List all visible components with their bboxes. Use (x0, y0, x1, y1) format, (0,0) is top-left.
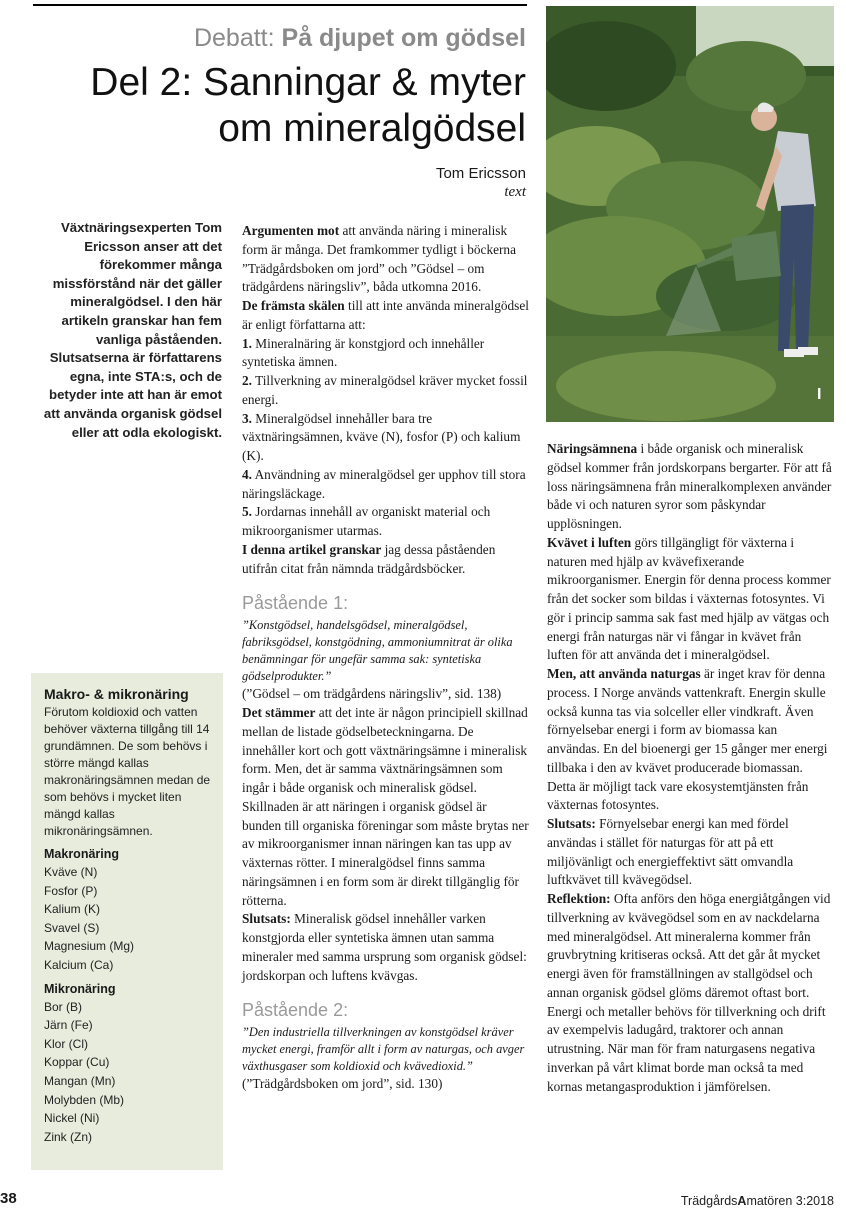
macro-list (44, 863, 213, 975)
paragraph-text: till att inte använda mineralgödsel är enligt författarna att: (242, 298, 529, 332)
claim-1-heading: Påstående 1: (242, 593, 349, 614)
paragraph (547, 665, 833, 815)
magazine-issue: matören 3:2018 (746, 1194, 834, 1208)
paragraph-text: Mineralisk gödsel innehåller varken konstgjorda eller syntetiska ämnen utan samma mineraler med samma ursprung som organisk gödsel: jordskorpan och luftens kvävgas. (242, 911, 527, 983)
list-item: Molybden (Mb) (44, 1092, 125, 1107)
article-column-right (547, 440, 833, 1096)
paragraph-lead: Men, att använda naturgas (547, 666, 701, 681)
paragraph-lead: Slutsats: (547, 816, 596, 831)
paragraph (242, 222, 529, 297)
magazine-footer (681, 1194, 834, 1208)
person-shoe (798, 347, 818, 355)
paragraph-lead: Kvävet i luften (547, 534, 632, 550)
reason-number: 3. (242, 410, 252, 426)
reason-number: 5. (242, 504, 252, 520)
claim-2-quote: ”Den industriella tillverkningen av konstgödsel kräver mycket energi, framför allt i form av naturgas, och avger växthusgaser som koldioxid och kvävedioxid.” (242, 1025, 525, 1074)
garden-photo (546, 6, 834, 422)
paragraph-lead: Slutsats: (242, 911, 291, 927)
list-item: Kalium (K) (44, 902, 101, 917)
article-column-middle (242, 222, 529, 1094)
paragraph-text: görs tillgängligt för växterna i naturen med hjälp av kvävefixerande mikroorganismer. Energin för denna process kommer från det socker som bildas i växternas fotosyntes. Vi gör i princip samma sak fast med hjälp av vätgas och energi från naturgas när vi fångar in kvävet från luften för att använda det i mineralgödsel. (547, 534, 831, 663)
photo-credit: I (817, 386, 822, 403)
reason-item (242, 410, 529, 466)
kicker-topic: På djupet om gödsel (281, 24, 526, 52)
macro-heading: Makronäring (44, 847, 120, 861)
list-item: Magnesium (Mg) (44, 939, 135, 954)
paragraph-lead: Reflektion: (547, 891, 611, 906)
author-name: Tom Ericsson (435, 165, 526, 182)
claim-2-source: (”Trädgårdsboken om jord”, sid. 130) (242, 1076, 443, 1092)
reason-item (242, 372, 529, 410)
watering-can (731, 231, 781, 281)
list-item: Mangan (Mn) (44, 1073, 116, 1088)
paragraph-text: Ofta anförs den höga energiåtgången vid tillverkning av kvävegödsel som en av nackdelarna med mineralgödsel. Att mineralerna kommer från gruvbrytning kritiseras också. Att det går åt mycket energi även för framställningen av stallgödsel och annan organisk gödsel glöms däremot oftast bort. Energi och metaller behövs för tillverkning och drift av exempelvis ladugård, traktorer och annan utrustning. När man för fram naturgasens negativa inverkan på vårt klimat borde man också ta med kornas metangasproduktion i jämförelsen. (547, 891, 831, 1094)
reason-text: Jordarnas innehåll av organiskt material och mikroorganismer utarmas. (242, 504, 491, 538)
page-number: 38 (0, 1190, 17, 1207)
paragraph-lead: Näringsämnena (547, 441, 638, 456)
claim-1-quote: ”Konstgödsel, handelsgödsel, mineralgödsel, fabriksgödsel, konstgödning, ammoniumnitrat är olika benämningar för ungefär samma sak: syntetiska gödselprodukter.” (242, 618, 513, 684)
list-item: Fosfor (P) (44, 883, 98, 898)
factbox-title: Makro- & mikronäring (44, 686, 189, 702)
reason-text: Mineralnäring är konstgjord och innehåller syntetiska ämnen. (242, 335, 485, 370)
micro-heading: Mikronäring (44, 981, 116, 996)
title-line-1: Del 2: Sanningar & myter (90, 61, 526, 104)
paragraph-text: jag dessa påståenden utifrån citat från nämnda trädgårdsböcker. (242, 541, 496, 576)
factbox-text: Förutom koldioxid och vatten behöver växterna tillgång till 14 grundämnen. De som behövs i större mängd kallas makronäringsämnen medan de som behövs i mycket liten mängd kallas mikronäringsämnen. (44, 705, 211, 838)
paragraph (547, 815, 833, 890)
claim-2-heading: Påstående 2: (242, 1000, 349, 1021)
tree (686, 41, 806, 111)
paragraph (242, 704, 529, 910)
paragraph-lead: Argumenten mot (242, 223, 340, 238)
paragraph (547, 440, 833, 534)
reason-item (242, 466, 529, 504)
reason-number: 2. (242, 373, 252, 388)
list-item: Svavel (S) (44, 920, 100, 935)
paragraph (242, 297, 529, 335)
reason-text: Användning av mineralgödsel ger upphov till stora näringsläckage. (242, 466, 526, 501)
claim-1-source: (”Gödsel – om trädgårdens näringsliv”, sid. 138) (242, 686, 502, 702)
reason-item (242, 335, 529, 373)
paragraph (547, 534, 833, 665)
paragraph-lead: Det stämmer (242, 705, 316, 720)
lawn-patch (556, 351, 776, 421)
paragraph-text: är inget krav för denna process. I Norge används vattenkraft. Energin skulle också kunna tas via solceller eller vindkraft. Även förnyelsebar energi i form av biomassa kan användas. En del bioenergi ger 15 gånger mer energi tillbaka i den av kvävet producerade biomassan. Detta är möjligt tack vare ekosystemtjänsten från växternas fotosyntes. (547, 666, 828, 813)
intro-lead: Växtnäringsexperten Tom Ericsson anser att det förekommer många missförstånd när det gäller mineralgödsel. I den här artikeln granskar han fem vanliga påståenden. Slutsatserna är författarens egna, inte STA:s, och de betyder inte att han är emot att använda organisk gödsel eller att odla ekologiskt. (43, 220, 222, 440)
paragraph (547, 890, 833, 1096)
title-line-2: om mineralgödsel (218, 107, 526, 150)
reason-text: Mineralgödsel innehåller bara tre växtnäringsämnen, kväve (N), fosfor (P) och kalium (K). (242, 410, 521, 463)
garden-illustration (546, 6, 834, 422)
list-item: Klor (Cl) (44, 1036, 88, 1051)
magazine-name-initial: A (737, 1194, 747, 1208)
byline (436, 164, 526, 202)
paragraph-text: Förnyelsebar energi kan med fördel användas i stället för naturgas för att på ett miljövänligt och energieffektivt sätt omvandla luftkvävet till kvävegödsel. (547, 816, 794, 888)
nutrient-factbox (31, 673, 223, 1170)
paragraph-text: att använda näring i mineralisk form är många. Det framkommer tydligt i böckerna ”Trädgårdsboken om jord” och ”Gödsel – om trädgårdens näringsliv”, båda utkomna 2016. (242, 223, 516, 295)
paragraph (242, 541, 529, 579)
list-item: Järn (Fe) (44, 1018, 93, 1033)
reason-number: 1. (242, 335, 252, 351)
list-item: Kväve (N) (44, 865, 98, 879)
paragraph-lead: I denna artikel granskar (242, 541, 382, 557)
paragraph-lead: De främsta skälen (242, 298, 345, 313)
paragraph-text: i både organisk och mineralisk gödsel kommer från jordskorpans bergarter. För att få loss näringsämnena från mineralkomplexen använder både vi och naturen syror som påskyndar upplösningen. (547, 441, 832, 531)
paragraph (242, 910, 529, 985)
list-item: Zink (Zn) (44, 1129, 92, 1144)
reason-item (242, 503, 529, 541)
micro-list (44, 998, 213, 1147)
person-trousers (778, 204, 814, 351)
list-item: Koppar (Cu) (44, 1055, 110, 1070)
list-item: Nickel (Ni) (44, 1111, 100, 1126)
reason-number: 4. (242, 466, 252, 482)
magazine-name-part: Trädgårds (680, 1194, 738, 1208)
list-item: Bor (B) (44, 999, 83, 1014)
author-role: text (504, 184, 526, 200)
list-item: Kalcium (Ca) (44, 957, 114, 972)
article-title (90, 60, 526, 152)
header-rule (33, 4, 527, 6)
section-kicker (194, 24, 526, 53)
reason-text: Tillverkning av mineralgödsel kräver mycket fossil energi. (242, 373, 528, 407)
paragraph-text: att det inte är någon principiell skillnad mellan de listade gödselbeteckningarna. De innehåller kort och gott växtnäringsämne i mineralisk form. Men, det är samma växtnäringsämnen som ingår i både organisk och mineralisk gödsel. Skillnaden är att näringen i organisk gödsel är bunden till organiska föreningar som måste brytas ner av mikroorganismer innan näringen kan tas upp av växternas rötter. I mineralgödsel finns samma näringsämnen i en form som är direkt tillgänglig för rötterna. (242, 705, 529, 908)
kicker-prefix: Debatt: (193, 24, 275, 52)
